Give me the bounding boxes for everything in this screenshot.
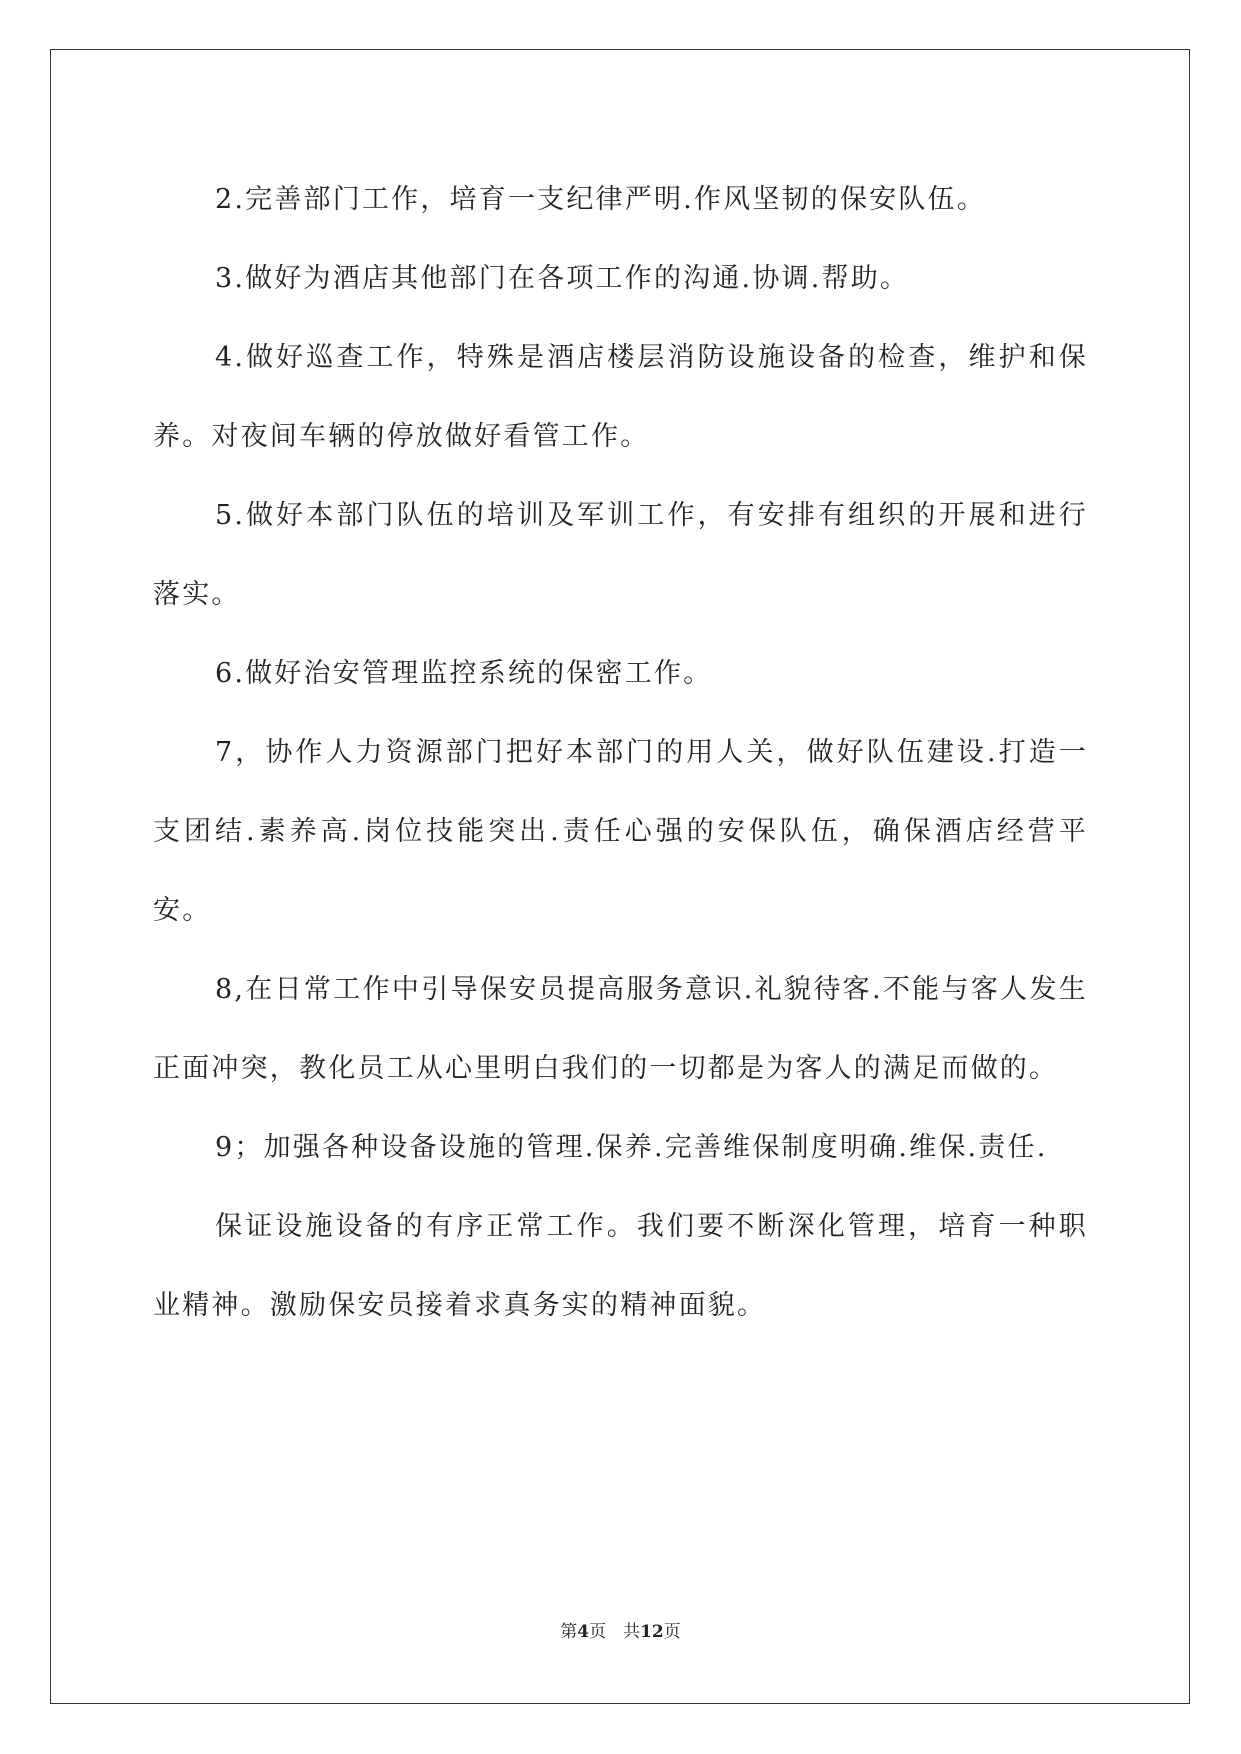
paragraph-item-4: 4.做好巡查工作，特殊是酒店楼层消防设施设备的检查，维护和保养。对夜间车辆的停放做好看管工作。 [153, 342, 1088, 452]
paragraph-item-3: 3.做好为酒店其他部门在各项工作的沟通.协调.帮助。 [215, 263, 910, 294]
paragraph-conclusion: 保证设施设备的有序正常工作。我们要不断深化管理，培育一种职业精神。激励保安员接着求真务实的精神面貌。 [153, 1211, 1088, 1321]
document-body [153, 160, 1088, 1345]
total-page-number: 12 [640, 1622, 664, 1642]
paragraph-item-7: 7，协作人力资源部门把好本部门的用人关，做好队伍建设.打造一支团结.素养高.岗位技能突出.责任心强的安保队伍，确保酒店经营平安。 [153, 737, 1088, 926]
paragraph-item-5: 5.做好本部门队伍的培训及军训工作，有安排有组织的开展和进行落实。 [153, 500, 1088, 610]
paragraph-item-6: 6.做好治安管理监控系统的保密工作。 [215, 658, 713, 689]
footer-suffix: 页 [663, 1622, 681, 1642]
footer-mid: 页 共 [589, 1622, 641, 1642]
paragraph-item-8: 8,在日常工作中引导保安员提高服务意识.礼貌待客.不能与客人发生正面冲突，教化员工从心里明白我们的一切都是为客人的满足而做的。 [153, 974, 1088, 1084]
footer-prefix: 第 [560, 1622, 578, 1642]
paragraph-item-2: 2.完善部门工作，培育一支纪律严明.作风坚韧的保安队伍。 [215, 184, 986, 215]
page-number-footer [0, 1620, 1241, 1644]
paragraph-item-9: 9；加强各种设备设施的管理.保养.完善维保制度明确.维保.责任. [215, 1132, 1048, 1163]
current-page-number: 4 [577, 1622, 590, 1642]
